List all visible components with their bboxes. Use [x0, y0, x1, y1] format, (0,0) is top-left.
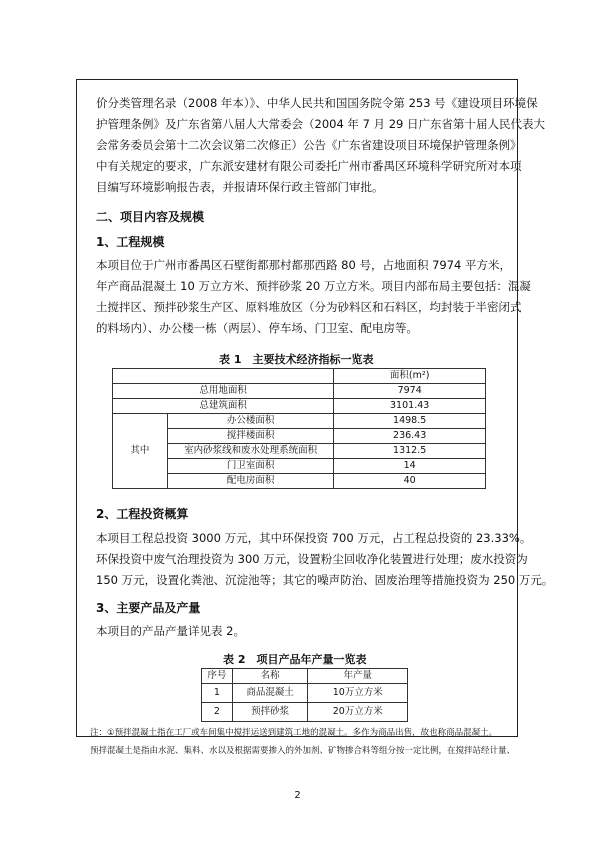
table-cell: 门卫室面积 [167, 459, 333, 474]
table-cell: 1312.5 [334, 444, 486, 459]
table-row [113, 474, 486, 489]
scale-line: 的料场内）、办公楼一栋（两层）、停车场、门卫室、配电房等。 [96, 321, 418, 335]
table-cell: 商品混凝土 [232, 684, 308, 703]
table-row [113, 369, 486, 384]
table-cell: 预拌砂浆 [232, 703, 308, 722]
table-cell: 2 [202, 703, 233, 722]
product-paragraph [96, 621, 506, 642]
table2-caption: 表 2 项目产品年产量一览表 [223, 653, 367, 666]
subsection-heading: 1、工程规模 [96, 235, 165, 249]
table-cell [113, 369, 334, 384]
table-row [202, 669, 408, 684]
table-cell: 1498.5 [334, 414, 486, 429]
table-cell: 总建筑面积 [113, 399, 334, 414]
table-cell: 20万立方米 [308, 703, 408, 722]
table-cell: 40 [334, 474, 486, 489]
table-row [113, 459, 486, 474]
indicator-table [112, 368, 486, 489]
intro-line: 会常务委员会第十二次会议第二次修正）公告《广东省建设项目环境保护管理条例》 [96, 138, 522, 152]
product-line: 本项目的产品产量详见表 2。 [96, 624, 245, 638]
footnote-line: 注：①预拌混凝土指在工厂或车间集中搅拌运送到建筑工地的混凝土。多作为商品出售，故也称商品混凝土。 [90, 728, 498, 738]
table-row [113, 444, 486, 459]
table-cell: 236.43 [334, 429, 486, 444]
table-cell: 办公楼面积 [167, 414, 333, 429]
subsection-heading: 3、主要产品及产量 [96, 601, 201, 615]
investment-paragraph [96, 528, 554, 591]
intro-paragraph [96, 93, 545, 198]
table-row [113, 384, 486, 399]
table-row [113, 414, 486, 429]
table-cell: 配电房面积 [167, 474, 333, 489]
page-number: 2 [294, 790, 301, 801]
table-header: 序号 [202, 669, 233, 684]
table-cell: 10万立方米 [308, 684, 408, 703]
product-table [201, 668, 408, 722]
table-header: 面积(m²) [334, 369, 486, 384]
table-cell: 14 [334, 459, 486, 474]
scale-line: 年产商品混凝土 10 万立方米、预拌砂浆 20 万立方米。项目内部布局主要包括：混凝 [96, 279, 531, 293]
table-header: 年产量 [308, 669, 408, 684]
section-heading: 二、项目内容及规模 [96, 210, 205, 224]
table-cell: 3101.43 [334, 399, 486, 414]
intro-line: 价分类管理名录（2008 年本）》、中华人民共和国国务院令第 253 号《建设项目环境保 [96, 96, 538, 110]
investment-line: 150 万元，设置化粪池、沉淀池等；其它的噪声防治、固废治理等措施投资为 250 万元。 [96, 573, 554, 587]
table1-caption: 表 1 主要技术经济指标一览表 [219, 353, 374, 366]
table-cell: 总用地面积 [113, 384, 334, 399]
table-row [202, 684, 408, 703]
table-cell: 1 [202, 684, 233, 703]
intro-line: 中有关规定的要求，广东派安建材有限公司委托广州市番禺区环境科学研究所对本项 [96, 159, 522, 173]
table-row [202, 703, 408, 722]
scale-line: 本项目位于广州市番禺区石壁街都那村都那西路 80 号，占地面积 7974 平方米， [96, 258, 512, 272]
scale-line: 土搅拌区、预拌砂浆生产区、原料堆放区（分为砂料区和石料区，均封装于半密闭式 [96, 300, 522, 314]
scale-paragraph [96, 255, 531, 339]
table-row [113, 399, 486, 414]
investment-line: 环保投资中废气治理投资为 300 万元，设置粉尘回收净化装置进行处理；废水投资为 [96, 552, 528, 566]
table-row [113, 429, 486, 444]
table-cell: 7974 [334, 384, 486, 399]
footnote-line: 预拌混凝土是指由水泥、集料、水以及根据需要掺入的外加剂、矿物掺合料等组分按一定比例，在搅拌站经计量、 [90, 746, 516, 756]
footnote [90, 724, 516, 760]
table-header: 名称 [232, 669, 308, 684]
intro-line: 护管理条例》及广东省第八届人大常委会（2004 年 7 月 29 日广东省第十届人民代表大 [96, 117, 545, 131]
intro-line: 目编写环境影响报告表，并报请环保行政主管部门审批。 [96, 180, 384, 194]
table-cell: 搅拌楼面积 [167, 429, 333, 444]
investment-line: 本项目工程总投资 3000 万元，其中环保投资 700 万元，占工程总投资的 23.33%。 [96, 531, 532, 545]
table-cell: 室内砂浆线和废水处理系统面积 [167, 444, 333, 459]
subsection-heading: 2、工程投资概算 [96, 507, 189, 521]
group-label-cell: 其中 [113, 414, 168, 489]
